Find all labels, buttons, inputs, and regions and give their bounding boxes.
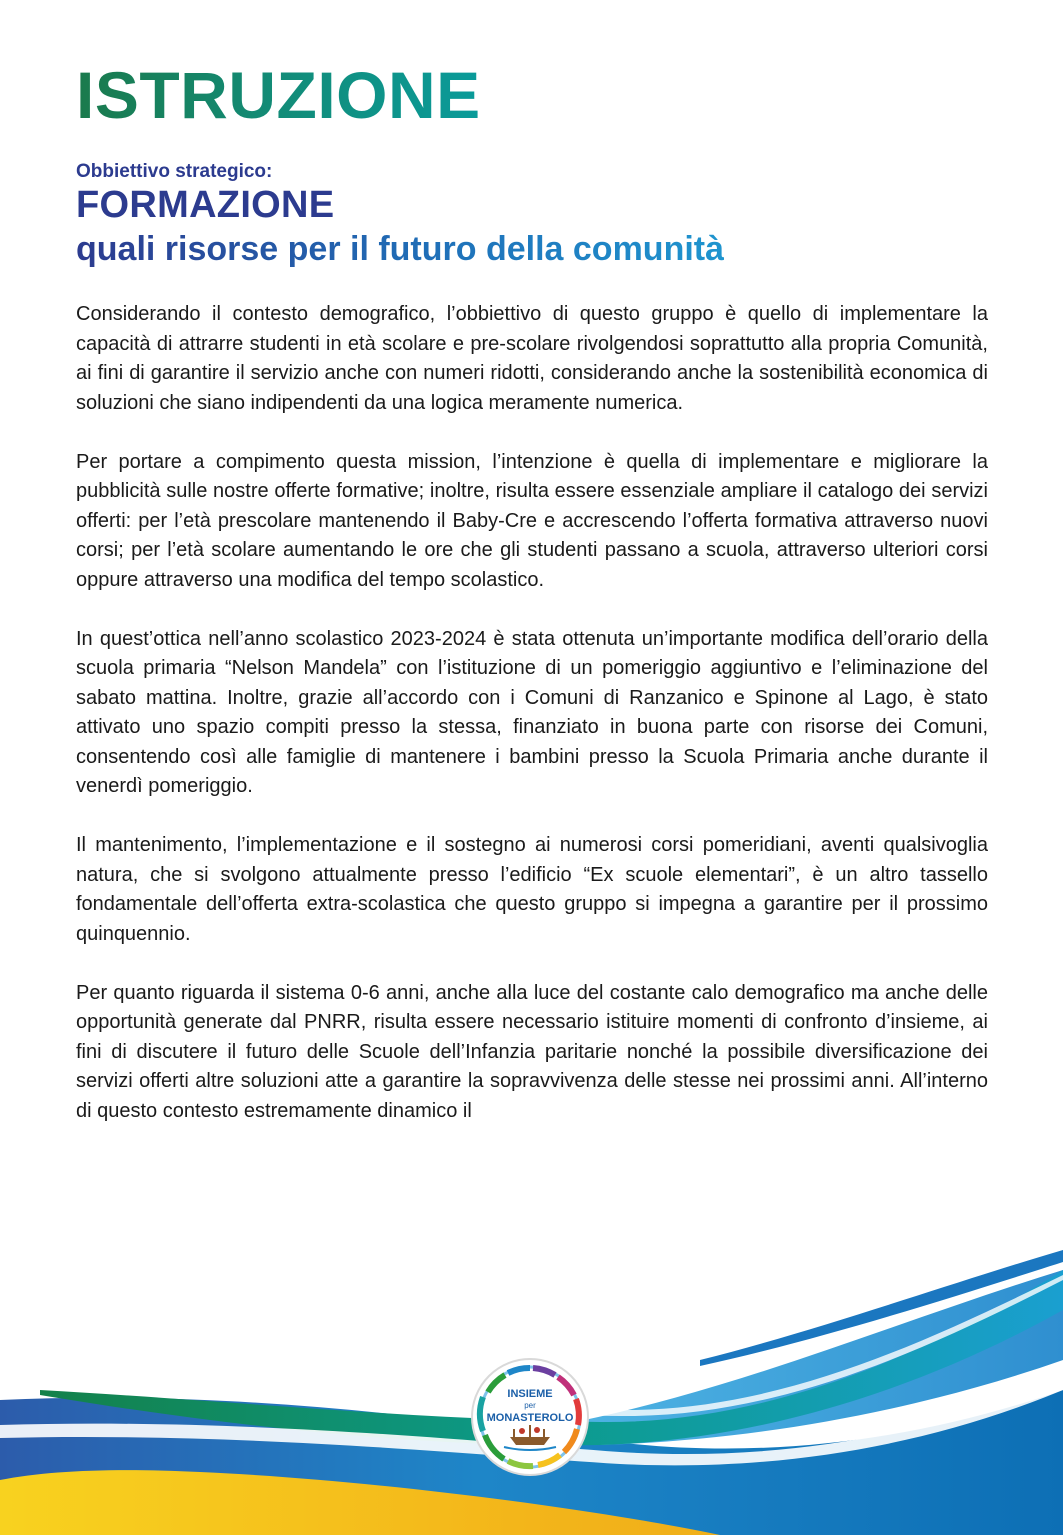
- paragraph-4: Il mantenimento, l’implementazione e il sostegno ai numerosi corsi pomeridiani, aventi qualsivoglia natura, che si svolgono attualmente presso l’edificio “Ex scuole elementari”, è un altro tassello fondamentale dell’offerta extra-scolastica che questo gruppo si impegna a garantire per il prossimo quinquennio.: [76, 834, 988, 945]
- paragraph-1: Considerando il contesto demografico, l’obbiettivo di questo gruppo è quello di implementare la capacità di attrarre studenti in età scolare e pre-scolare rivolgendosi soprattutto alla propria Comunità, ai fini di garantire il servizio anche con numeri ridotti, considerando anche la sostenibilità economica di soluzioni che siano indipendenti da una logica meramente numerica.: [76, 303, 988, 414]
- logo-text-line2: per: [524, 1401, 536, 1410]
- paragraph-3: In quest’ottica nell’anno scolastico 2023-2024 è stata ottenuta un’importante modifica dell’orario della scuola primaria “Nelson Mandela” con l’istituzione di un pomeriggio aggiuntivo e l’eliminazione del sabato mattina. Inoltre, grazie all’accordo con i Comuni di Ranzanico e Spinone al Lago, è stato attivato uno spazio compiti presso la stessa, finanziato in buona parte con risorse dei Comuni, consentendo così alle famiglie di mantenere i bambini presso la Scuola Primaria anche durante il venerdì pomeriggio.: [76, 627, 988, 797]
- strategy-heading: FORMAZIONE: [76, 184, 335, 226]
- body-text: [76, 300, 988, 1156]
- strategy-subheading: quali risorse per il futuro della comunità: [76, 230, 725, 268]
- logo-insieme-per-monasterolo: [472, 1359, 588, 1475]
- paragraph-2: Per portare a compimento questa mission, l’intenzione è quella di implementare e migliorare la pubblicità sulle nostre offerte formative; inoltre, risulta essere essenziale ampliare il catalogo dei servizi offerti: per l’età prescolare mantenendo il Baby-Cre e accrescendo l’offerta formativa attraverso nuovi corsi; per l’età scolare aumentando le ore che gli studenti passano a scuola, attraverso ulteriori corsi oppure attraverso una modifica del tempo scolastico.: [76, 450, 988, 591]
- logo-text-line3: MONASTEROLO: [486, 1412, 574, 1424]
- page-title: ISTRUZIONE: [76, 58, 481, 132]
- logo-text-line1: INSIEME: [507, 1388, 553, 1400]
- footer-wave-graphic: [0, 1240, 1063, 1535]
- strategy-label: Obbiettivo strategico:: [76, 161, 273, 182]
- paragraph-5: Per quanto riguarda il sistema 0-6 anni, anche alla luce del costante calo demografico ma anche delle opportunità generate dal PNRR, risulta essere necessario istituire momenti di confronto d’insieme, ai fini di discutere il futuro delle Scuole dell’Infanzia paritarie nonché la possibile diversificazione dei servizi offerti altre soluzioni atte a garantire la sopravvivenza delle stesse nei prossimi anni. All’interno di questo contesto estremamente dinamico il: [76, 981, 988, 1122]
